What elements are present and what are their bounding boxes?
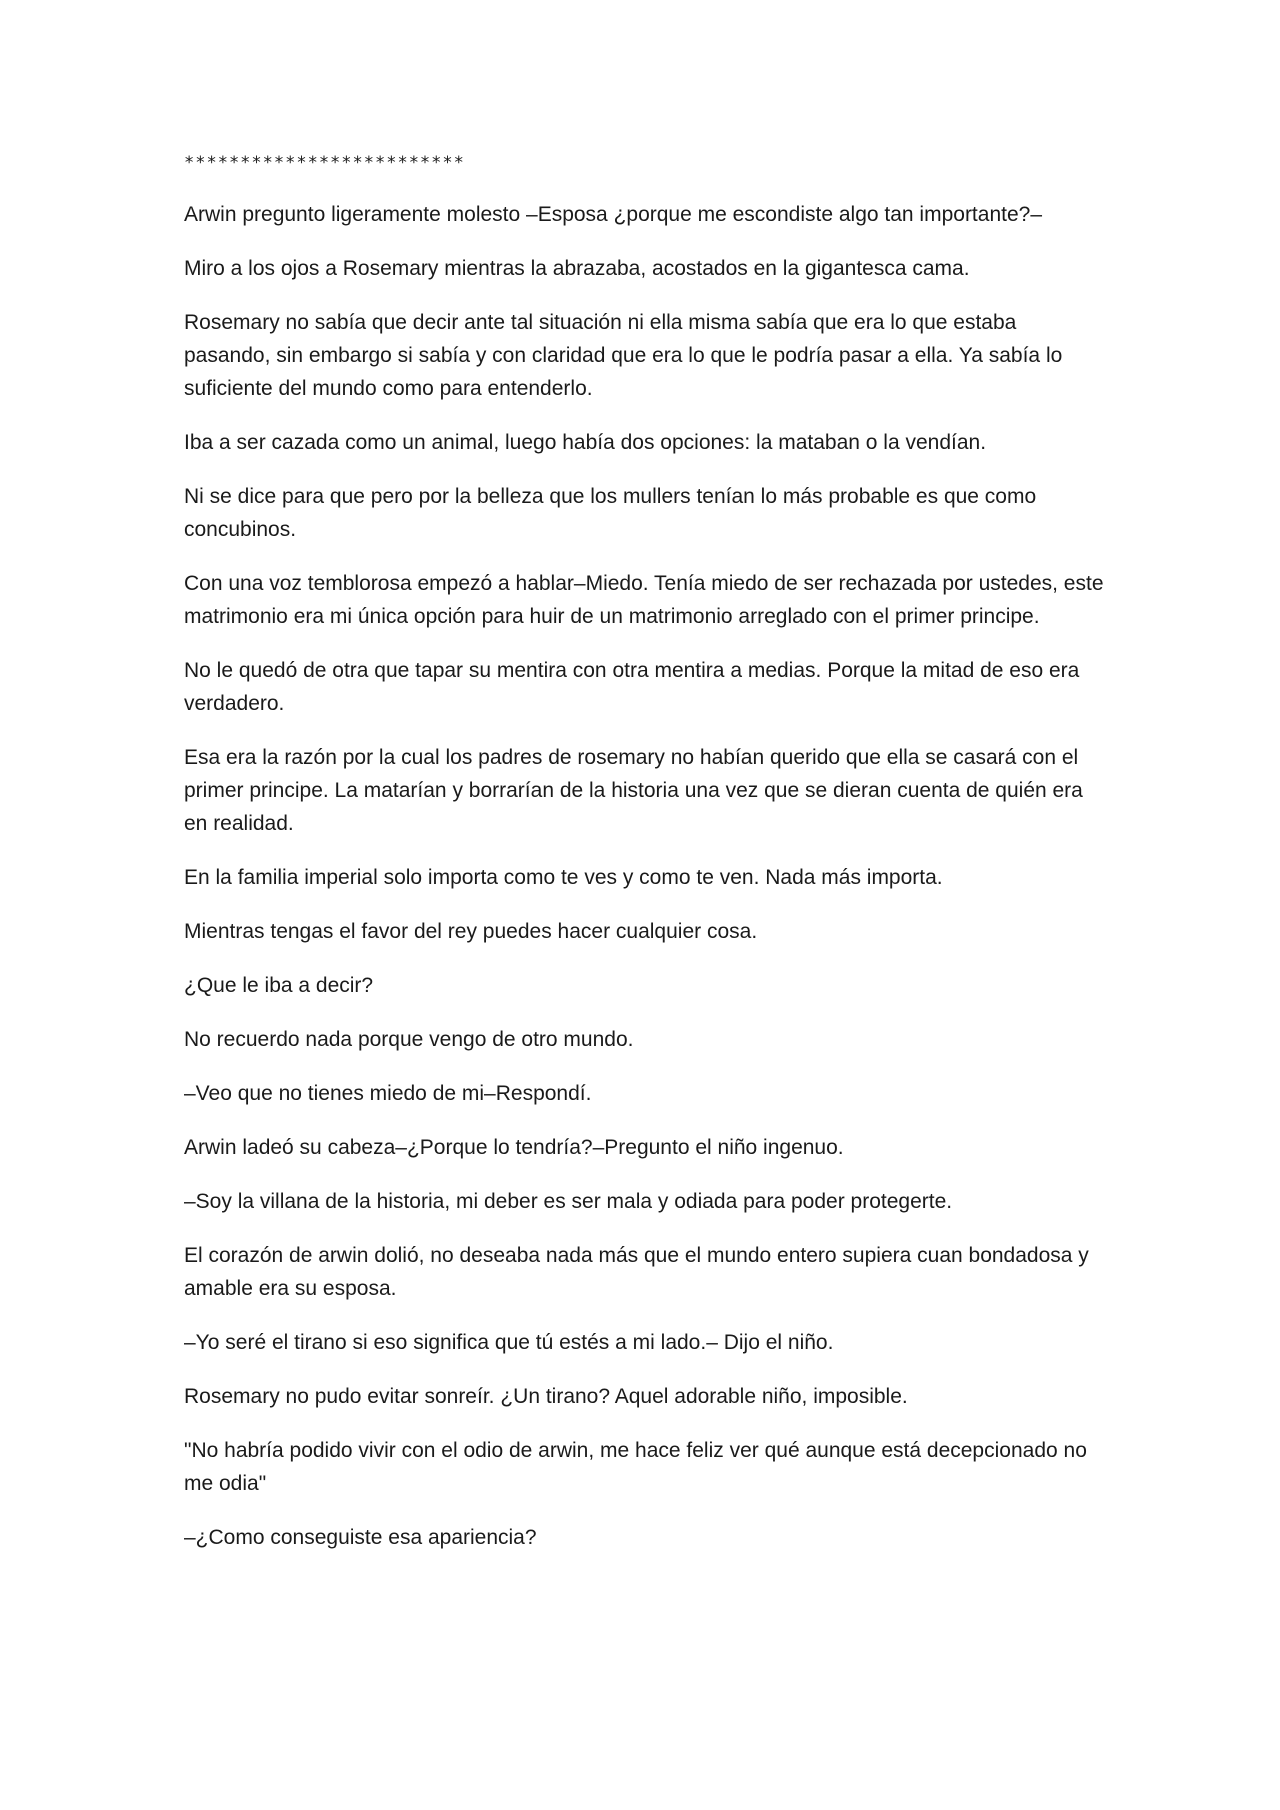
- paragraph: –Veo que no tienes miedo de mi–Respondí.: [184, 1082, 592, 1105]
- paragraph: El corazón de arwin dolió, no deseaba nada más que el mundo entero supiera cuan bondadosa y amable era su esposa.: [184, 1244, 1089, 1300]
- paragraph: Esa era la razón por la cual los padres de rosemary no habían querido que ella se casará con el primer principe. La matarían y borrarían de la historia una vez que se dieran cuenta de quién era en realidad.: [184, 746, 1083, 835]
- paragraph: ¿Que le iba a decir?: [184, 974, 374, 997]
- paragraph: No recuerdo nada porque vengo de otro mundo.: [184, 1028, 634, 1051]
- paragraph: En la familia imperial solo importa como te ves y como te ven. Nada más importa.: [184, 866, 943, 889]
- paragraph: Ni se dice para que pero por la belleza que los mullers tenían lo más probable es que como concubinos.: [184, 485, 1037, 541]
- scene-separator: *************************: [184, 153, 465, 173]
- paragraph: "No habría podido vivir con el odio de arwin, me hace feliz ver qué aunque está decepcionado no me odia": [184, 1439, 1087, 1495]
- paragraph: Mientras tengas el favor del rey puedes hacer cualquier cosa.: [184, 920, 758, 943]
- document-body: [184, 150, 1104, 1575]
- paragraph: –Yo seré el tirano si eso significa que tú estés a mi lado.– Dijo el niño.: [184, 1331, 834, 1354]
- paragraph: –¿Como conseguiste esa apariencia?: [184, 1526, 537, 1549]
- paragraph: No le quedó de otra que tapar su mentira con otra mentira a medias. Porque la mitad de eso era verdadero.: [184, 659, 1080, 715]
- paragraph: –Soy la villana de la historia, mi deber es ser mala y odiada para poder protegerte.: [184, 1190, 953, 1213]
- paragraph: Miro a los ojos a Rosemary mientras la abrazaba, acostados en la gigantesca cama.: [184, 257, 970, 280]
- paragraph: Con una voz temblorosa empezó a hablar–Miedo. Tenía miedo de ser rechazada por ustedes, este matrimonio era mi única opción para huir de un matrimonio arreglado con el primer principe.: [184, 572, 1104, 628]
- paragraph: Iba a ser cazada como un animal, luego había dos opciones: la mataban o la vendían.: [184, 431, 987, 454]
- paragraph: Rosemary no pudo evitar sonreír. ¿Un tirano? Aquel adorable niño, imposible.: [184, 1385, 908, 1408]
- paragraph: Rosemary no sabía que decir ante tal situación ni ella misma sabía que era lo que estaba pasando, sin embargo si sabía y con claridad que era lo que le podría pasar a ella. Ya sabía lo suficiente del mundo como para entenderlo.: [184, 311, 1063, 400]
- paragraph: Arwin pregunto ligeramente molesto –Esposa ¿porque me escondiste algo tan importante?–: [184, 203, 1042, 226]
- paragraph: Arwin ladeó su cabeza–¿Porque lo tendría?–Pregunto el niño ingenuo.: [184, 1136, 844, 1159]
